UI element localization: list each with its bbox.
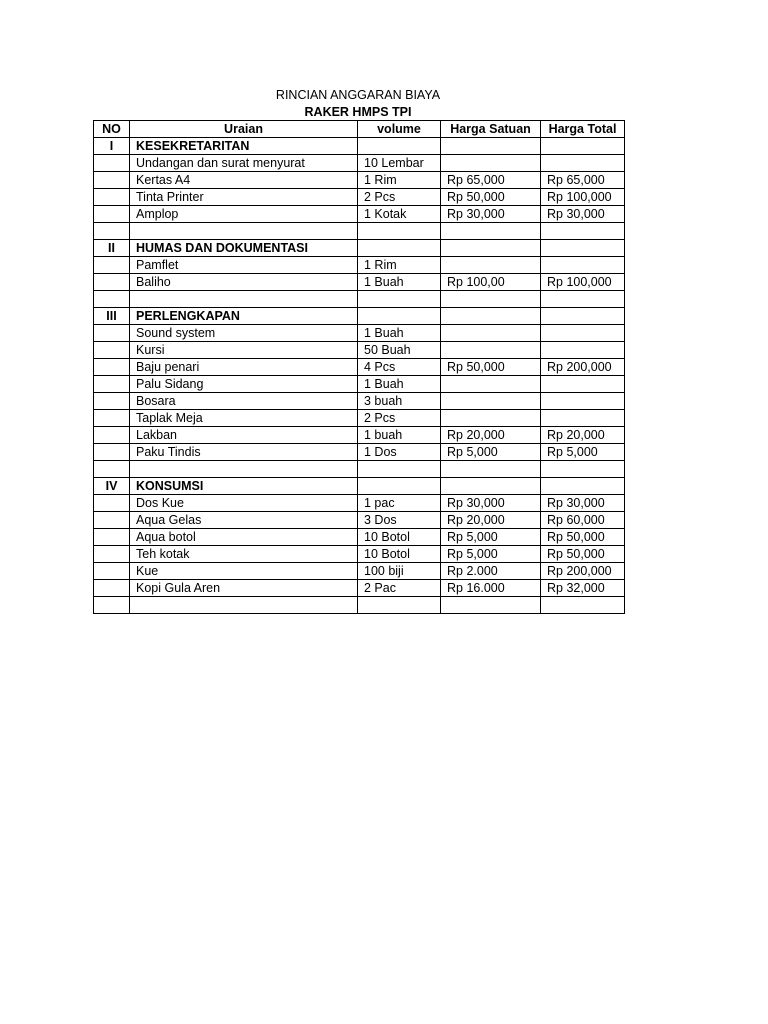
cell-volume: 1 Rim bbox=[358, 257, 441, 274]
table-row bbox=[94, 461, 625, 478]
table-row bbox=[94, 444, 625, 461]
table-row bbox=[94, 172, 625, 189]
cell-no bbox=[94, 461, 130, 478]
cell-uraian bbox=[130, 223, 358, 240]
cell-uraian: Paku Tindis bbox=[130, 444, 358, 461]
cell-harga-satuan: Rp 65,000 bbox=[441, 172, 541, 189]
table-row bbox=[94, 206, 625, 223]
cell-harga-satuan: Rp 5,000 bbox=[441, 529, 541, 546]
cell-harga-total: Rp 200,000 bbox=[541, 359, 625, 376]
cell-uraian: Kopi Gula Aren bbox=[130, 580, 358, 597]
cell-harga-total: Rp 100,000 bbox=[541, 189, 625, 206]
cell-uraian: Undangan dan surat menyurat bbox=[130, 155, 358, 172]
cell-no bbox=[94, 206, 130, 223]
cell-uraian: KESEKRETARITAN bbox=[130, 138, 358, 155]
cell-harga-total: Rp 100,000 bbox=[541, 274, 625, 291]
cell-harga-total bbox=[541, 376, 625, 393]
table-row bbox=[94, 359, 625, 376]
cell-harga-total bbox=[541, 410, 625, 427]
cell-volume: 2 Pcs bbox=[358, 410, 441, 427]
cell-no bbox=[94, 546, 130, 563]
cell-no bbox=[94, 155, 130, 172]
cell-harga-satuan: Rp 16.000 bbox=[441, 580, 541, 597]
table-row bbox=[94, 529, 625, 546]
cell-volume bbox=[358, 461, 441, 478]
cell-harga-satuan bbox=[441, 155, 541, 172]
cell-volume: 10 Lembar bbox=[358, 155, 441, 172]
cell-uraian: Kue bbox=[130, 563, 358, 580]
cell-harga-total bbox=[541, 342, 625, 359]
table-row bbox=[94, 393, 625, 410]
table-row bbox=[94, 223, 625, 240]
cell-uraian: Taplak Meja bbox=[130, 410, 358, 427]
cell-harga-total: Rp 50,000 bbox=[541, 546, 625, 563]
cell-harga-total bbox=[541, 325, 625, 342]
cell-harga-total: Rp 32,000 bbox=[541, 580, 625, 597]
cell-uraian: Amplop bbox=[130, 206, 358, 223]
cell-volume: 1 Buah bbox=[358, 376, 441, 393]
table-row bbox=[94, 325, 625, 342]
cell-harga-total: Rp 50,000 bbox=[541, 529, 625, 546]
cell-no bbox=[94, 376, 130, 393]
table-row bbox=[94, 563, 625, 580]
cell-no bbox=[94, 563, 130, 580]
cell-harga-satuan: Rp 50,000 bbox=[441, 359, 541, 376]
cell-volume bbox=[358, 597, 441, 614]
table-row bbox=[94, 495, 625, 512]
cell-harga-satuan: Rp 30,000 bbox=[441, 495, 541, 512]
table-body bbox=[94, 138, 625, 614]
cell-no bbox=[94, 512, 130, 529]
section-row bbox=[94, 478, 625, 495]
cell-harga-satuan: Rp 20,000 bbox=[441, 427, 541, 444]
cell-uraian: Kursi bbox=[130, 342, 358, 359]
cell-volume bbox=[358, 240, 441, 257]
cell-harga-satuan bbox=[441, 461, 541, 478]
cell-volume: 1 Dos bbox=[358, 444, 441, 461]
cell-harga-satuan bbox=[441, 291, 541, 308]
cell-volume bbox=[358, 138, 441, 155]
table-row bbox=[94, 580, 625, 597]
table-row bbox=[94, 155, 625, 172]
cell-volume: 1 Buah bbox=[358, 325, 441, 342]
cell-uraian: Baju penari bbox=[130, 359, 358, 376]
cell-harga-total: Rp 30,000 bbox=[541, 495, 625, 512]
cell-volume: 3 Dos bbox=[358, 512, 441, 529]
cell-no: I bbox=[94, 138, 130, 155]
cell-harga-satuan bbox=[441, 597, 541, 614]
cell-uraian: Aqua Gelas bbox=[130, 512, 358, 529]
cell-volume: 3 buah bbox=[358, 393, 441, 410]
table-row bbox=[94, 512, 625, 529]
cell-harga-satuan: Rp 20,000 bbox=[441, 512, 541, 529]
cell-harga-total: Rp 65,000 bbox=[541, 172, 625, 189]
cell-uraian: KONSUMSI bbox=[130, 478, 358, 495]
cell-uraian: Lakban bbox=[130, 427, 358, 444]
cell-no bbox=[94, 359, 130, 376]
cell-volume: 50 Buah bbox=[358, 342, 441, 359]
budget-table bbox=[93, 120, 625, 614]
cell-harga-satuan bbox=[441, 376, 541, 393]
cell-no bbox=[94, 529, 130, 546]
cell-harga-total: Rp 30,000 bbox=[541, 206, 625, 223]
cell-no bbox=[94, 172, 130, 189]
cell-no bbox=[94, 189, 130, 206]
cell-no: III bbox=[94, 308, 130, 325]
cell-harga-satuan: Rp 50,000 bbox=[441, 189, 541, 206]
table-row bbox=[94, 274, 625, 291]
cell-harga-total: Rp 5,000 bbox=[541, 444, 625, 461]
cell-uraian bbox=[130, 597, 358, 614]
cell-uraian: Bosara bbox=[130, 393, 358, 410]
cell-harga-satuan: Rp 5,000 bbox=[441, 444, 541, 461]
cell-uraian: Aqua botol bbox=[130, 529, 358, 546]
cell-harga-total bbox=[541, 291, 625, 308]
cell-volume: 10 Botol bbox=[358, 529, 441, 546]
table-row bbox=[94, 376, 625, 393]
cell-uraian: Teh kotak bbox=[130, 546, 358, 563]
cell-volume bbox=[358, 478, 441, 495]
cell-uraian: Tinta Printer bbox=[130, 189, 358, 206]
table-row bbox=[94, 597, 625, 614]
table-row bbox=[94, 546, 625, 563]
table-row bbox=[94, 427, 625, 444]
cell-uraian: Baliho bbox=[130, 274, 358, 291]
cell-uraian bbox=[130, 291, 358, 308]
cell-harga-satuan: Rp 2.000 bbox=[441, 563, 541, 580]
cell-volume: 100 biji bbox=[358, 563, 441, 580]
document-subtitle: RAKER HMPS TPI bbox=[304, 105, 412, 119]
section-row bbox=[94, 138, 625, 155]
cell-uraian: Palu Sidang bbox=[130, 376, 358, 393]
cell-harga-total bbox=[541, 597, 625, 614]
cell-harga-satuan: Rp 30,000 bbox=[441, 206, 541, 223]
cell-uraian: PERLENGKAPAN bbox=[130, 308, 358, 325]
cell-harga-total bbox=[541, 138, 625, 155]
cell-volume: 1 buah bbox=[358, 427, 441, 444]
cell-harga-total bbox=[541, 393, 625, 410]
cell-no bbox=[94, 325, 130, 342]
cell-harga-total bbox=[541, 155, 625, 172]
cell-volume: 2 Pac bbox=[358, 580, 441, 597]
cell-harga-satuan bbox=[441, 257, 541, 274]
cell-harga-satuan bbox=[441, 342, 541, 359]
cell-no: II bbox=[94, 240, 130, 257]
cell-volume bbox=[358, 308, 441, 325]
cell-no bbox=[94, 597, 130, 614]
cell-harga-satuan bbox=[441, 138, 541, 155]
cell-harga-total bbox=[541, 308, 625, 325]
cell-uraian: HUMAS DAN DOKUMENTASI bbox=[130, 240, 358, 257]
cell-harga-total: Rp 60,000 bbox=[541, 512, 625, 529]
cell-volume bbox=[358, 223, 441, 240]
cell-no bbox=[94, 427, 130, 444]
table-header-row bbox=[94, 121, 625, 138]
cell-no: IV bbox=[94, 478, 130, 495]
cell-no bbox=[94, 495, 130, 512]
cell-harga-total bbox=[541, 461, 625, 478]
cell-harga-satuan: Rp 5,000 bbox=[441, 546, 541, 563]
header-no: NO bbox=[94, 121, 130, 138]
cell-harga-satuan bbox=[441, 325, 541, 342]
cell-harga-satuan bbox=[441, 240, 541, 257]
cell-no bbox=[94, 257, 130, 274]
cell-harga-satuan: Rp 100,00 bbox=[441, 274, 541, 291]
header-uraian: Uraian bbox=[130, 121, 358, 138]
cell-uraian bbox=[130, 461, 358, 478]
cell-harga-satuan bbox=[441, 410, 541, 427]
cell-harga-total: Rp 200,000 bbox=[541, 563, 625, 580]
cell-harga-total bbox=[541, 478, 625, 495]
cell-volume: 1 Rim bbox=[358, 172, 441, 189]
cell-harga-total: Rp 20,000 bbox=[541, 427, 625, 444]
table-row bbox=[94, 189, 625, 206]
cell-uraian: Dos Kue bbox=[130, 495, 358, 512]
cell-volume: 1 pac bbox=[358, 495, 441, 512]
cell-harga-satuan bbox=[441, 478, 541, 495]
header-harga-total: Harga Total bbox=[541, 121, 625, 138]
cell-uraian: Pamflet bbox=[130, 257, 358, 274]
cell-no bbox=[94, 580, 130, 597]
cell-harga-satuan bbox=[441, 223, 541, 240]
cell-no bbox=[94, 444, 130, 461]
cell-harga-total bbox=[541, 240, 625, 257]
cell-uraian: Kertas A4 bbox=[130, 172, 358, 189]
cell-harga-satuan bbox=[441, 393, 541, 410]
section-row bbox=[94, 308, 625, 325]
cell-no bbox=[94, 223, 130, 240]
cell-volume bbox=[358, 291, 441, 308]
cell-volume: 10 Botol bbox=[358, 546, 441, 563]
section-row bbox=[94, 240, 625, 257]
cell-no bbox=[94, 393, 130, 410]
table-row bbox=[94, 342, 625, 359]
cell-volume: 4 Pcs bbox=[358, 359, 441, 376]
cell-volume: 1 Kotak bbox=[358, 206, 441, 223]
cell-volume: 2 Pcs bbox=[358, 189, 441, 206]
table-row bbox=[94, 291, 625, 308]
cell-harga-total bbox=[541, 223, 625, 240]
cell-harga-satuan bbox=[441, 308, 541, 325]
cell-no bbox=[94, 410, 130, 427]
table-row bbox=[94, 410, 625, 427]
cell-no bbox=[94, 342, 130, 359]
cell-harga-total bbox=[541, 257, 625, 274]
cell-volume: 1 Buah bbox=[358, 274, 441, 291]
cell-no bbox=[94, 274, 130, 291]
cell-no bbox=[94, 291, 130, 308]
document-title: RINCIAN ANGGARAN BIAYA bbox=[275, 88, 441, 102]
table-row bbox=[94, 257, 625, 274]
cell-uraian: Sound system bbox=[130, 325, 358, 342]
header-volume: volume bbox=[358, 121, 441, 138]
header-harga-satuan: Harga Satuan bbox=[441, 121, 541, 138]
